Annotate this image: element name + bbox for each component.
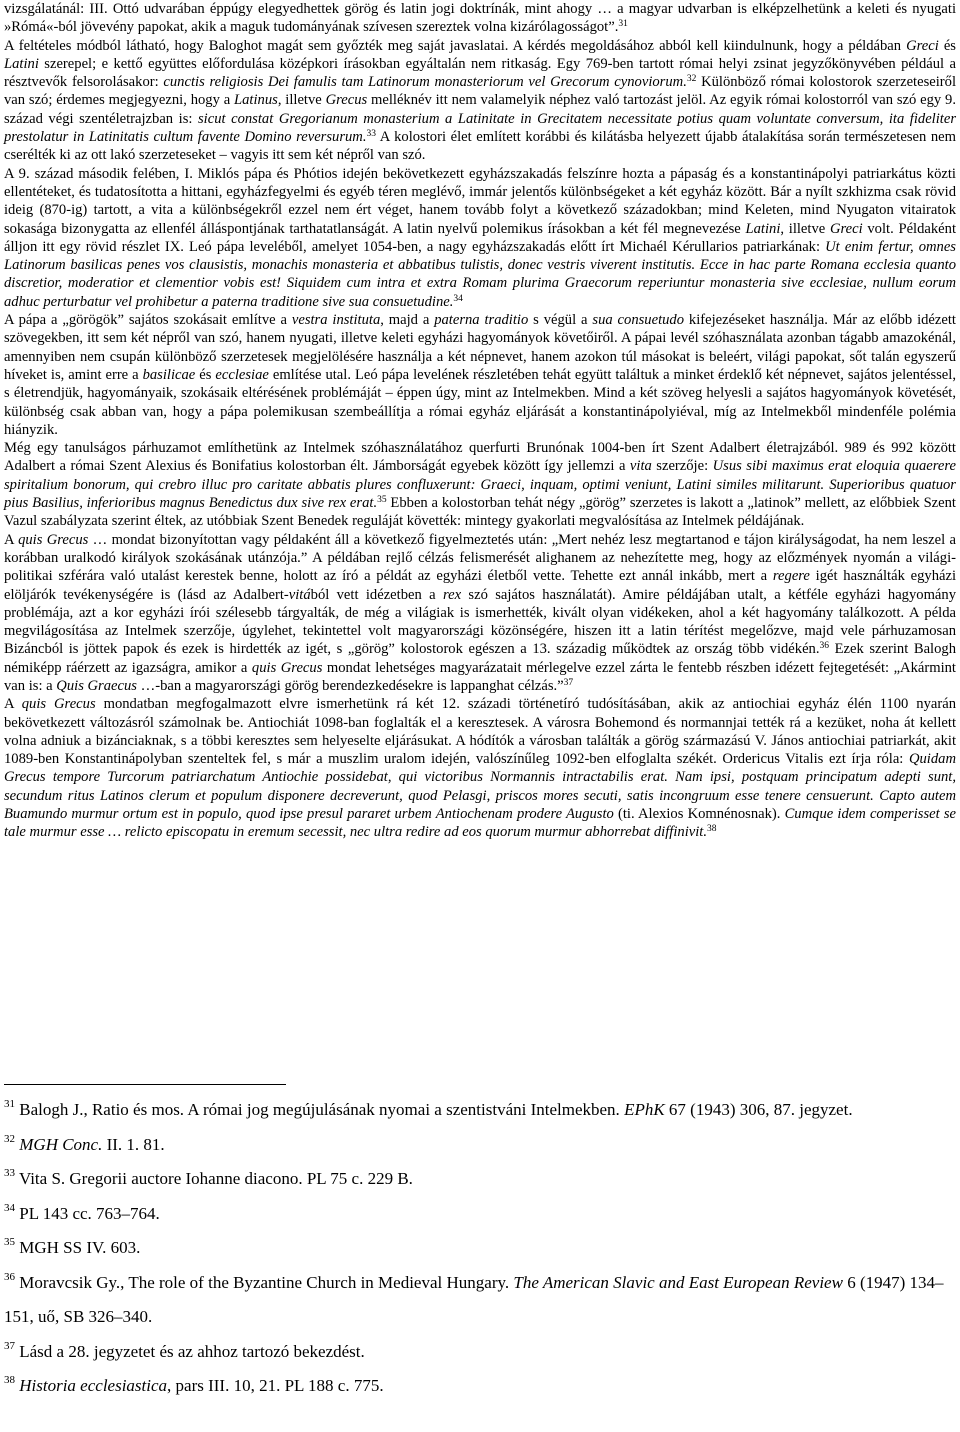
footnote: $^{31}$ Balogh J., Ratio és mos. A római jog megújulásának nyomai a szentistváni Intelmekben. EPhK 67 (1943) 306, 87. jegyzet. <box>4 1098 853 1119</box>
paragraph: Még egy tanulságos párhuzamot említhetünk az Intelmek szóhasználatához querfurti Brunónak 1004-ben írt Szent Adalbert életrajzából. 989 és 992 között Adalbert a római Szent Alexius és Bonifatius kolostorban élt. Jámborságát egyebek között így jellemzi a vita szerzője: Usus sibi maximus erat eloquia quaerere spiritalium bonorum, qui crebro illuc pro caritate abbatis plures confluxerunt: Graeci, inquam, optimi veniunt, Latini similes militarunt. Superioribus quatuor pius Basilius, inferioribus magnus Benedictus dux sive rex erat.$^{35}$ Ebben a kolostorban tehát négy „görög” szerzetes is lakott a „latinok” mellett, az előbbiek Szent Vazul szabályzata szerint éltek, az utóbbiak Szent Benedek reguláját követték: mintegy gyakorlati megvalósítása az Intelmek példájának. <box>4 440 957 530</box>
paragraph: vizsgálatánál: III. Ottó udvarában éppúgy elegyedhettek görög és latin jogi doktrínák, mint ahogy … a magyar udvarban is elképzelhetünk a keleti és nyugati »Rómá«-ból jövevény papokat, akik a maguk tudományának szívesen szereztek volna kizárólagosságot”.$^{31}$ <box>4 1 956 36</box>
paragraph: A quis Grecus mondatban megfogalmazott elvre ismerhetünk rá két 12. századi történetíró tudósításában, akik az antiochiai egyház élén 1100 nyarán bekövetkezett változásról számolnak be. Antiochiát 1098-ban foglalták el a keresztesek. A városra Bohemond és normannjai tették rá a kezüket, noha át kellett volna adniuk a bizánciaknak, s a többi keresztes sem helyeselte eljárásukat. A hódítók a városban találták a görög származású V. János antiochiai patriarkát, akit 1089-ben Konstantinápolyban szenteltek fel, s már a muszlim uralom idején, valószínűleg 1092-ben elfoglalta székét. Ordericus Vitalis ezt írja róla: Quidam Grecus tempore Turcorum patriarchatum Antiochie possidebat, qui victoribus Normannis intractabilis erat. Nam ipsi, postquam principatum adepti sunt, secundum ritus Latinos clerum et populum disponere decreverunt, quod Pelasgi, priscos mores secuti, satis incongruum esse tenere censuerunt. Capto autem Buamundo murmur ortum est in populo, quod ipse presul pararet urbem Antiochenam prodere Augusto (ti. Alexios Komnénosnak). Cumque idem comperisset se tale murmur esse … relicto episcopatu in eremum secessit, nec ultra redire ad eos quorum murmur abhorrebat diffinivit.$^{38}$ <box>4 696 956 841</box>
footnote: $^{33}$ Vita S. Gregorii auctore Iohanne diacono. PL 75 c. 229 B. <box>4 1167 413 1188</box>
main-text <box>4 0 956 842</box>
paragraph: A feltételes módból látható, hogy Baloghot magát sem győzték meg saját javaslatai. A kérdés megoldásához abból kell kiindulnunk, hogy a példában Greci és Latini szerepel; e kettő együttes előfordulása középkori írásokban egyáltalán nem ritkaság. Egy 769-ben tartott római helyi zsinat jegyzőkönyvében például a résztvevők felsorolásakor: cunctis religiosis Dei famulis tam Latinorum monasteriorum vel Grecorum cynoviorum.$^{32}$ Különböző római kolostorok szerzeteseiről van szó; érdemes megjegyezni, hogy a Latinus, illetve Grecus melléknév itt nem valamelyik néphez való tartozást jelöl. Az egyik római kolostorról van szó egy 9. század végi szentéletrajzban is: sicut constat Gregorianum monasterium a Latinitate in Grecitatem necessitate potius quam voluntate conversum, ita fideliter prestolatur in Latinitatis cultum favente Domino reversurum.$^{33}$ A kolostori élet említett korábbi és kilátásba helyezett újabb átalakítása során természetesen nem cserélték ki az ott lakó szerzeteseket – vagyis itt sem két népről van szó. <box>4 37 957 164</box>
footnote-ref[interactable]: 32 <box>686 74 697 85</box>
footnote-ref[interactable]: 37 <box>563 677 574 688</box>
footnote: $^{32}$ MGH Conc. II. 1. 81. <box>4 1132 165 1154</box>
paragraph: A 9. század második felében, I. Miklós pápa és Phótios idején bekövetkezett egyházszakadás felszínre hozta a pápaság és a konstantinápolyi patriarkátus közti ellentéteket, és tudatosította a hittani, egyházfegyelmi és egyéb téren meglévő, immár jelentős különbségeket a két egyház között. Bár a nyílt szkhizma csak rövid ideig (870-ig) tartott, a vita a különbségekről ezzel nem ért véget, hanem tovább folyt a következő századokban; mind Keleten, mind Nyugaton vitairatok sokasága bizonygatta az ellenfél álláspontjának tarthatatlanságát. A latin nyelvű polemikus írásokban a két fél megnevezése Latini, illetve Greci volt. Példaként álljon itt egy rövid részlet IX. Leó pápa leveléből, amelyet 1054-ben, a nagy egyházszakadás előtt írt Michaél Kérullarios patriarkának: Ut enim fertur, omnes Latinorum basilicas penes vos clausistis, monachis monasteria et abbatibus tulistis, donec vestris viverent institutis. Ecce in hac parte Romana ecclesia quanto discretior, moderatior et clementior vobis est! Siquidem cum intra et extra Romam plurima Graecorum reperiuntur monasteria sive ecclesiae, nullum eorum adhuc perturbatur vel prohibetur a paterna traditione sive sua consuetudine.$^{34}$ <box>4 165 957 310</box>
footnote-ref[interactable]: 38 <box>707 824 717 835</box>
footnote: $^{35}$ MGH SS IV. 603. <box>4 1236 141 1257</box>
footnote: $^{38}$ Historia ecclesiastica, pars III. 10, 21. PL 188 c. 775. <box>4 1374 384 1395</box>
paragraph: A pápa a „görögök” sajátos szokásait említve a vestra instituta, majd a paterna traditio s végül a sua consuetudo kifejezéseket használja. Már az előbb idézett szövegekben, itt sem két népről van szó, hanem nyugati, illetve keleti egyházi hagyományok követőiről. A pápai levél szóhasználata azonban tágabb amazokénál, amennyiben nem csupán különböző szerzetesek megjelölésére használja a két népnevet, hanem azokon túl másokat is beleért, világi papokat, sőt talán egyszerű híveket is, amint erre a basilicae és ecclesiae említése utal. Leó pápa levelének részletében tehát együtt találtuk a minket érdeklő két népnevet, sajátos jelentéssel, s életrendjük, hagyományaik, szokásaik eltérésének problémáját – éppen úgy, mint az Intelmekben. Mind a két szöveg helyesli a sajátos hagyományok követését, különbség csak abban van, hogy a pápa polemikusan szembeállítja a római egyház eljárását a konstantinápolyiéval, míg az Intelmekből mindenféle polémia hiányzik. <box>4 312 956 438</box>
footnote-ref[interactable]: 31 <box>618 19 628 30</box>
footnote-ref[interactable]: 34 <box>453 293 463 304</box>
footnote: $^{34}$ PL 143 cc. 763–764. <box>4 1201 160 1223</box>
footnote-divider <box>4 1084 286 1085</box>
footnote-ref[interactable]: 35 <box>377 495 387 506</box>
footnotes <box>4 1093 956 1404</box>
footnote-ref[interactable]: 33 <box>366 129 376 140</box>
footnote: $^{36}$ Moravcsik Gy., The role of the Byzantine Church in Medieval Hungary. The American Slavic and East European Review 6 (1947) 134–151, uő, SB 326–340. <box>4 1270 944 1326</box>
footnote: $^{37}$ Lásd a 28. jegyzetet és az ahhoz tartozó bekezdést. <box>4 1339 365 1361</box>
footnote-ref[interactable]: 36 <box>819 641 830 652</box>
paragraph: A quis Grecus … mondat bizonyítottan vagy példaként áll a következő figyelmeztetés után: „Mert nehéz lesz megtartanod e tájon királyságodat, ha nem leszel a korábban uralkodó királyok szokásának utánzója.” A példában rejlő célzás felismerését alighanem az nehezítette meg, hogy az előzmények nyomán a világi-politikai szférára való utalást kerestek benne, holott az író a példát az egyházi életből vette. Tehette ezt annál inkább, mert a regere igét használták egyházi elöljárók tevékenységére is (lásd az Adalbert-vitából vett idézetben a rex szó sajátos használatát). Amire példájában utalt, a kétféle egyházi hagyomány problémája, azt a kor egyházi írói szélesebb tárgyalták, de még a világiak is ismerhették, kivált olyan vidékeken, ahol a két hagyomány találkozott. A példa megvilágosítása az Intelmek szerzője, úgylehet, tekintettel volt magyarországi közönségére, hiszen itt a latin térítést megelőzve, majd vele párhuzamosan Bizáncból is jöttek papok és ezek is hirdették az igét, s „görög” kolostorok egészen a 13. századig működtek az ország több vidékén.$^{36}$ Ezek szerint Balogh némiképp ráérzett az igazságra, amikor a quis Grecus mondat lehetséges magyarázatait mérlegelve ezzel zárta le fentebb részben idézett fejtegetését: „Akármint van is: a Quis Graecus …-ban a magyarországi görög berendezkedésekre is lappanghat célzás.”$^{37}$ <box>4 531 957 694</box>
